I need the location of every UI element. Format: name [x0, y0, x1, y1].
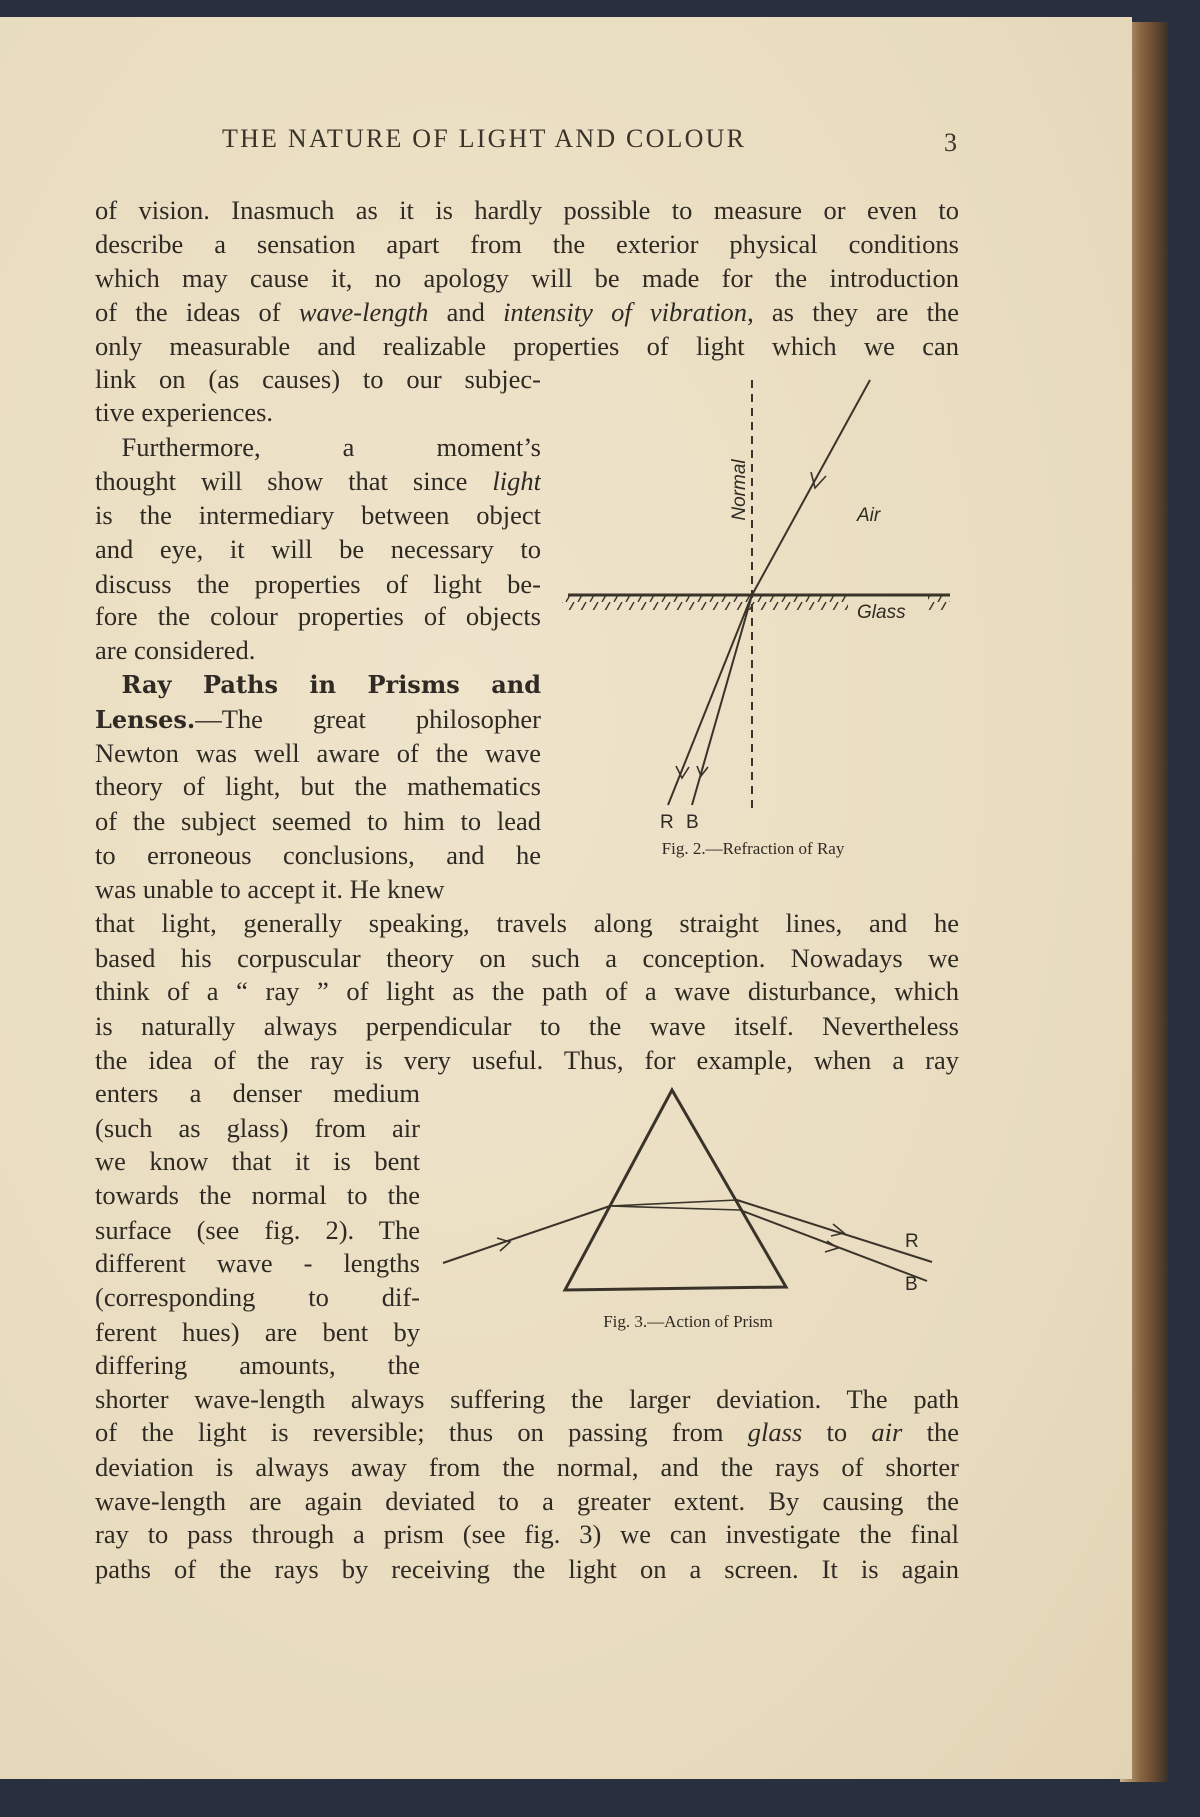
text-span: differing amounts, the — [95, 1350, 420, 1381]
text-span: are considered. — [95, 634, 256, 665]
normal-label: Normal — [729, 459, 750, 521]
internal-ray-blue — [610, 1206, 740, 1210]
emphasis-text: air — [871, 1417, 903, 1448]
text-span: link on (as causes) to our subjec- — [95, 363, 541, 394]
text-span: of the ideas of — [95, 296, 299, 327]
text-span: that light, generally speaking, travels along straight lines, and he — [95, 907, 959, 938]
text-span: thought will show that since — [95, 465, 493, 496]
text-span: shorter wave-length always suffering the larger deviation. The path — [95, 1383, 959, 1414]
text-span: fore the colour properties of objects — [95, 601, 541, 632]
text-span: enters a denser medium — [95, 1078, 420, 1109]
text-span: Furthermore, a moment’s — [95, 431, 541, 462]
running-title: THE NATURE OF LIGHT AND COLOUR — [222, 124, 747, 153]
text-span: we know that it is bent — [95, 1146, 420, 1177]
prism-triangle — [565, 1090, 786, 1290]
text-span: based his corpuscular theory on such a conception. Nowadays we — [95, 942, 959, 973]
page-number: 3 — [944, 128, 957, 157]
emphasis-text: intensity of vibration — [503, 296, 748, 327]
text-span: Newton was well aware of the wave — [95, 737, 541, 768]
text-span: tive experiences. — [95, 397, 274, 428]
emphasis-text: glass — [747, 1417, 803, 1448]
text-span: (corresponding to dif- — [95, 1281, 420, 1312]
text-span: ferent hues) are bent by — [95, 1316, 420, 1347]
text-span: is naturally always perpendicular to the wave itself. Nevertheless — [95, 1010, 959, 1041]
text-span: which may cause it, no apology will be made for the introduction — [95, 262, 959, 293]
figure-2-caption: Fig. 2.—Refraction of Ray — [661, 839, 845, 858]
text-span: towards the normal to the — [95, 1180, 420, 1211]
ray-r-label: R — [905, 1231, 919, 1252]
text-span: deviation is always away from the normal, and the rays of shorter — [95, 1452, 959, 1483]
text-span: to — [802, 1417, 872, 1448]
text-span: was unable to accept it. He knew — [95, 874, 445, 905]
text-span: ray to pass through a prism (see fig. 3) we can investigate the final — [95, 1519, 959, 1550]
text-span: , as they are the — [747, 296, 959, 327]
section-heading: Ray Paths in Prisms and — [121, 670, 541, 700]
emphasis-text: light — [492, 465, 541, 496]
text-span: think of a “ ray ” of light as the path of a wave disturbance, which — [95, 976, 959, 1007]
text-span: of the subject seemed to him to lead — [95, 806, 541, 837]
internal-ray-red — [610, 1200, 737, 1206]
text-span: surface (see fig. 2). The — [95, 1214, 420, 1245]
glass-label: Glass — [857, 602, 906, 623]
ray-b-label: B — [686, 812, 699, 833]
text-span: wave-length are again deviated to a greater extent. By causing the — [95, 1485, 959, 1516]
text-span: paths of the rays by receiving the light on a screen. It is again — [95, 1554, 959, 1585]
emphasis-text: wave-length — [298, 296, 429, 327]
text-span: only measurable and realizable properties of light which we can — [95, 331, 959, 362]
ray-b-label: B — [905, 1274, 918, 1295]
text-span: the idea of the ray is very useful. Thus, for example, when a ray — [95, 1044, 959, 1075]
text-span: to erroneous conclusions, and he — [95, 839, 541, 870]
text-span: the — [902, 1417, 959, 1448]
text-span: of the light is reversible; thus on passing from — [95, 1417, 748, 1448]
text-span: —The great philosopher — [195, 704, 541, 735]
section-heading: Lenses. — [95, 705, 196, 735]
text-span: discuss the properties of light be- — [95, 568, 541, 599]
figure-3-caption: Fig. 3.—Action of Prism — [603, 1312, 773, 1331]
text-span: of vision. Inasmuch as it is hardly possible to measure or even to — [95, 194, 959, 225]
text-span: and eye, it will be necessary to — [95, 533, 541, 564]
air-label: Air — [857, 505, 881, 526]
text-span: different wave - lengths — [95, 1248, 420, 1279]
text-span: theory of light, but the mathematics — [95, 771, 541, 802]
text-span: is the intermediary between object — [95, 500, 541, 531]
ray-r-label: R — [660, 812, 674, 833]
text-span: and — [428, 296, 504, 327]
text-span: describe a sensation apart from the exterior physical conditions — [95, 229, 959, 260]
text-span: (such as glass) from air — [95, 1112, 420, 1143]
